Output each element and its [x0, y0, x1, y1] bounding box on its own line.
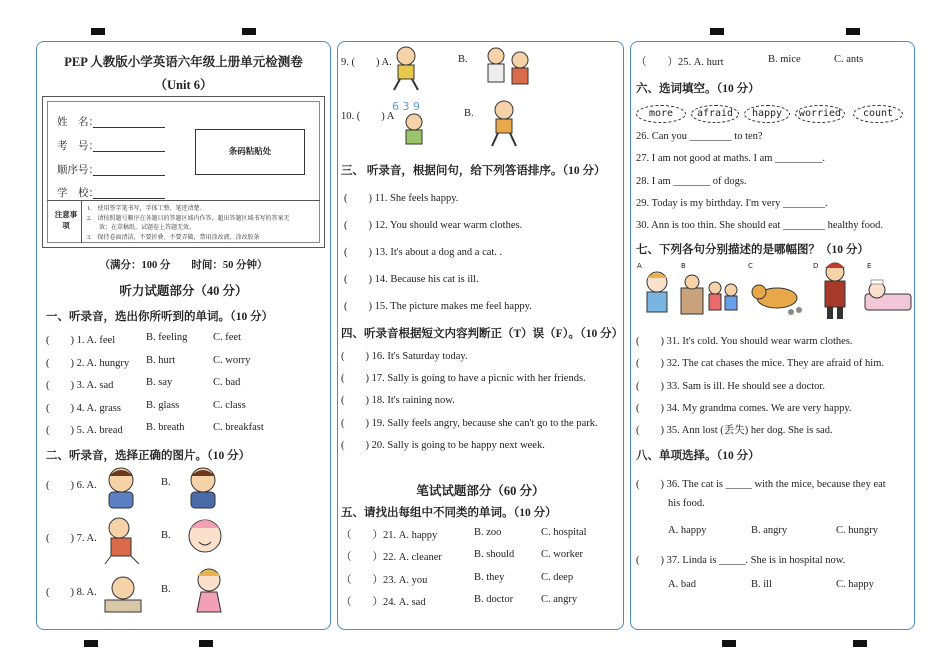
q29: 29. Today is my birthday. I'm very ________. [636, 198, 828, 209]
notice-label: 注意事项 [54, 210, 78, 230]
q30: 30. Ann is too thin. She should eat ________ healthy food. [636, 220, 884, 231]
student-info-box [42, 96, 325, 248]
q8-label: ( ) 8. A. [46, 587, 97, 598]
picture-letter-a: A [637, 262, 642, 270]
word-option: afraid [691, 105, 739, 123]
q37: ( ) 37. Linda is _____. She is in hospital now. [636, 555, 846, 566]
q22-c: C. worker [541, 549, 583, 560]
listening-title: 听力试题部分（40 分） [119, 284, 248, 298]
sad-man-picture [179, 462, 227, 510]
q36: ( ) 36. The cat is _____ with the mice, because they eat [636, 479, 886, 490]
section-6-title: 六、选词填空。（10 分） [636, 83, 760, 95]
q2-c: C. worry [213, 355, 251, 366]
registration-mark [722, 640, 736, 647]
child-in-winter-clothes-picture [817, 260, 853, 322]
picture-letter-b: B [681, 262, 686, 270]
picture-letter-d: D [813, 262, 819, 270]
q3-b: B. say [146, 377, 173, 388]
q17: ( ) 17. Sally is going to have a picnic with her friends. [341, 373, 586, 384]
angry-man-picture [99, 514, 147, 564]
numbers-boy-picture [390, 96, 438, 148]
q24-a: （ ）24. A. sad [341, 597, 426, 608]
notice-line: 3. 保持卷面清洁，不要折叠、不要弄破，禁用涂改液，涂改胶条 [87, 235, 260, 241]
sad-girl-picture [635, 268, 679, 318]
section-8-title: 八、单项选择。（10 分） [636, 450, 760, 462]
q21-c: C. hospital [541, 527, 587, 538]
q19: ( ) 19. Sally feels angry, because she can't go to the park. [341, 418, 598, 429]
column-left [36, 41, 331, 630]
q6-label: ( ) 6. A. [46, 480, 97, 491]
school-label: 学 校： [57, 188, 99, 199]
happy-girl-picture [181, 512, 229, 564]
q34: ( ) 34. My grandma comes. We are very happy. [636, 403, 852, 414]
section-4-title: 四、听录音根据短文内容判断正（T）误（F）。（10 分） [341, 328, 624, 340]
sequence-number-field[interactable] [93, 175, 165, 176]
column-middle [337, 41, 624, 630]
registration-mark [710, 28, 724, 35]
q26: 26. Can you ________ to ten? [636, 131, 763, 142]
q3-c: C. bad [213, 377, 241, 388]
section-5-title: 五、请找出每组中不同类的单词。（10 分） [341, 507, 557, 519]
q1-a: ( ) 1. A. feel [46, 335, 116, 346]
q11: ( ) 11. She feels happy. [344, 193, 459, 204]
q10-b-label: B. [464, 108, 474, 119]
q23-a: （ ）23. A. you [341, 575, 428, 586]
picture-letter-c: C [748, 262, 753, 270]
registration-mark [199, 640, 213, 647]
q5-a: ( ) 5. A. bread [46, 425, 123, 436]
q36-continued: his food. [668, 498, 705, 509]
section-3-title: 三、 听录音，根据问句，给下列答语排序。（10 分） [341, 165, 606, 177]
q4-b: B. glass [146, 400, 180, 411]
sequence-number-label: 顺序号： [57, 165, 99, 176]
q23-b: B. they [474, 572, 505, 583]
q35: ( ) 35. Ann lost (丢失) her dog. She is sad. [636, 425, 833, 436]
picture-letter-e: E [867, 262, 872, 270]
q32: ( ) 32. The cat chases the mice. They are afraid of him. [636, 358, 885, 369]
q15: ( ) 15. The picture makes me feel happy. [344, 301, 532, 312]
q4-a: ( ) 4. A. grass [46, 403, 121, 414]
q7-b-label: B. [161, 530, 171, 541]
school-field[interactable] [93, 198, 165, 199]
q1-c: C. feet [213, 332, 241, 343]
sick-child-in-bed-picture [863, 272, 913, 314]
doctor-and-child-picture [480, 44, 536, 92]
q1-b: B. feeling [146, 332, 188, 343]
q24-c: C. angry [541, 594, 578, 605]
exam-unit: （Unit 6） [154, 78, 213, 92]
registration-mark [242, 28, 256, 35]
q12: ( ) 12. You should wear warm clothes. [344, 220, 523, 231]
name-field[interactable] [93, 127, 165, 128]
q4-c: C. class [213, 400, 246, 411]
q5-c: C. breakfast [213, 422, 264, 433]
q20: ( ) 20. Sally is going to be happy next week. [341, 440, 545, 451]
q5-b: B. breath [146, 422, 185, 433]
q37-option-c: C. happy [836, 579, 874, 590]
exam-number-label: 考 号： [57, 141, 99, 152]
girl-with-bunny-picture [183, 566, 231, 622]
q2-a: ( ) 2. A. hungry [46, 358, 130, 369]
q22-a: （ ）22. A. cleaner [341, 552, 442, 563]
q27: 27. I am not good at maths. I am _________. [636, 153, 825, 164]
section-7-title: 七、下列各句分别描述的是哪幅图？（10 分） [636, 244, 869, 256]
q13: ( ) 13. It's about a dog and a cat. . [344, 247, 503, 258]
q24-b: B. doctor [474, 594, 514, 605]
q36-option-c: C. hungry [836, 525, 878, 536]
notice-line: 1. 使用签字笔书写，字体工整、笔迹清楚。 [87, 206, 206, 212]
word-option: more [636, 105, 686, 123]
q21-b: B. zoo [474, 527, 502, 538]
notice-line: 2. 请按照题号顺序在各题目的答题区域内作答，超出答题区域书写的答案无 [87, 216, 290, 222]
q25-a: （ ）25. A. hurt [636, 57, 724, 68]
registration-mark [91, 28, 105, 35]
exam-title: PEP 人教版小学英语六年级上册单元检测卷 [64, 55, 303, 69]
score-time: （满分：100 分 时间：50 分钟） [99, 260, 268, 271]
q16: ( ) 16. It's Saturday today. [341, 351, 468, 362]
q9-b-label: B. [458, 54, 468, 65]
q25-c: C. ants [834, 54, 864, 65]
q3-a: ( ) 3. A. sad [46, 380, 114, 391]
child-playing-picture [480, 98, 528, 150]
q10-label: 10. ( ) A [341, 111, 395, 122]
q25-b: B. mice [768, 54, 801, 65]
q22-b: B. should [474, 549, 515, 560]
q18: ( ) 18. It's raining now. [341, 395, 455, 406]
word-option: count [853, 105, 903, 123]
q7-label: ( ) 7. A. [46, 533, 97, 544]
q21-a: （ ）21. A. happy [341, 530, 438, 541]
q2-b: B. hurt [146, 355, 176, 366]
q8-b-label: B. [161, 584, 171, 595]
q28: 28. I am _______ of dogs. [636, 176, 747, 187]
section-1-title: 一、听录音，选出你所听到的单词。（10 分） [46, 311, 274, 323]
registration-mark [853, 640, 867, 647]
worried-man-picture [97, 462, 145, 510]
registration-mark [846, 28, 860, 35]
column-right [630, 41, 915, 630]
q37-option-a: A. bad [668, 579, 696, 590]
tired-boy-picture [99, 570, 147, 616]
q37-option-b: B. ill [751, 579, 773, 590]
svg-text:6 3 9: 6 3 9 [392, 100, 420, 113]
boy-running-picture [384, 44, 432, 92]
grandma-family-picture [679, 268, 743, 318]
q9-label: 9. ( ) A. [341, 57, 392, 68]
q36-option-b: B. angry [751, 525, 788, 536]
name-label: 姓 名： [57, 117, 99, 128]
q31: ( ) 31. It's cold. You should wear warm clothes. [636, 336, 853, 347]
q23-c: C. deep [541, 572, 574, 583]
section-2-title: 二、听录音，选择正确的图片。（10 分） [46, 450, 251, 462]
notice-line: 效；在草稿纸、试题卷上答题无效。 [87, 225, 196, 231]
q14: ( ) 14. Because his cat is ill. [344, 274, 479, 285]
word-option: happy [744, 105, 790, 123]
word-option: worried [795, 105, 845, 123]
registration-mark [84, 640, 98, 647]
q33: ( ) 33. Sam is ill. He should see a doctor. [636, 381, 825, 392]
q36-option-a: A. happy [668, 525, 707, 536]
cat-chasing-mice-picture [749, 276, 807, 316]
barcode-area: 条码粘贴处 [195, 129, 305, 175]
q6-b-label: B. [161, 477, 171, 488]
exam-number-field[interactable] [93, 151, 165, 152]
writing-title: 笔试试题部分（60 分） [416, 484, 545, 498]
